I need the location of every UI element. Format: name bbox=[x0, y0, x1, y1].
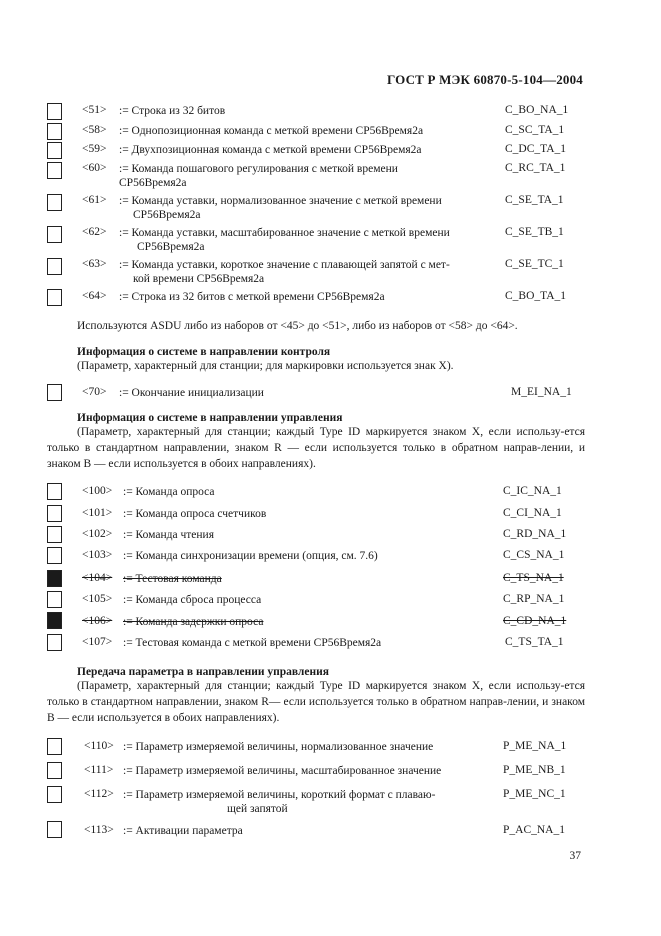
type-code: <112> bbox=[84, 788, 114, 800]
checkbox-102[interactable] bbox=[47, 526, 62, 543]
checkbox-103[interactable] bbox=[47, 547, 62, 564]
type-description: := Команда уставки, масштабированное значение с меткой времени CP56Время2а bbox=[119, 226, 489, 254]
checkbox-51[interactable] bbox=[47, 103, 62, 120]
type-description: := Активации параметра bbox=[123, 825, 243, 837]
type-code: <102> bbox=[82, 528, 113, 540]
mnemonic: C_CD_NA_1 bbox=[503, 615, 567, 627]
type-code: <70> bbox=[82, 386, 107, 398]
type-code: <60> bbox=[82, 162, 107, 174]
type-code: <51> bbox=[82, 104, 107, 116]
checkbox-59[interactable] bbox=[47, 142, 62, 159]
type-description: := Команда задержки опроса bbox=[123, 616, 264, 628]
mnemonic: C_SC_TA_1 bbox=[505, 124, 565, 136]
checkbox-60[interactable] bbox=[47, 162, 62, 179]
checkbox-110[interactable] bbox=[47, 738, 62, 755]
checkbox-61[interactable] bbox=[47, 194, 62, 211]
mnemonic: P_ME_NC_1 bbox=[503, 788, 566, 800]
type-code: <58> bbox=[82, 124, 107, 136]
checkbox-104[interactable] bbox=[47, 570, 62, 587]
type-code: <64> bbox=[82, 290, 107, 302]
description-continuation: CP56Время2а bbox=[119, 177, 187, 189]
type-code: <105> bbox=[82, 593, 113, 605]
type-description: := Команда синхронизации времени (опция, см. 7.6) bbox=[123, 550, 378, 562]
checkbox-105[interactable] bbox=[47, 591, 62, 608]
type-code: <62> bbox=[82, 226, 107, 238]
description-continuation: кой времени CP56Время2а bbox=[133, 273, 265, 285]
type-description: := Тестовая команда bbox=[123, 573, 222, 585]
checkbox-112[interactable] bbox=[47, 786, 62, 803]
mnemonic: C_TS_NA_1 bbox=[503, 572, 564, 584]
type-code: <104> bbox=[82, 572, 113, 584]
asdu-note: Используются ASDU либо из наборов от <45> до <51>, либо из наборов от <58> до <64>. bbox=[77, 320, 518, 332]
type-description: := Параметр измеряемой величины, короткий формат с плаваю- щей запятой bbox=[123, 788, 483, 816]
checkbox-63[interactable] bbox=[47, 258, 62, 275]
checkbox-58[interactable] bbox=[47, 123, 62, 140]
description-continuation: CP56Время2а bbox=[133, 209, 201, 221]
type-code: <100> bbox=[82, 485, 113, 497]
section-text-control: (Параметр, характерный для станции; каждый Type ID маркируется знаком X, если использу-ется только в стандартном направлении, знаком R — если используется только в обратном направ-лении, и знаком B — если используется в обоих направлениях). bbox=[47, 426, 585, 470]
type-code: <59> bbox=[82, 143, 107, 155]
type-description: := Строка из 32 битов bbox=[119, 105, 226, 117]
type-code: <113> bbox=[84, 824, 114, 836]
type-code: <103> bbox=[82, 549, 113, 561]
type-description: := Строка из 32 битов с меткой времени CP56Время2а bbox=[119, 291, 385, 303]
mnemonic: C_CI_NA_1 bbox=[503, 507, 562, 519]
checkbox-107[interactable] bbox=[47, 634, 62, 651]
mnemonic: C_SE_TB_1 bbox=[505, 226, 564, 238]
type-description: := Однопозиционная команда с меткой времени CP56Время2а bbox=[119, 125, 424, 137]
type-description: := Двухпозиционная команда с меткой времени CP56Время2а bbox=[119, 144, 422, 156]
mnemonic: C_BO_NA_1 bbox=[505, 104, 569, 116]
type-description: := Параметр измеряемой величины, масштабированное значение bbox=[123, 765, 442, 777]
type-code: <63> bbox=[82, 258, 107, 270]
checkbox-106[interactable] bbox=[47, 612, 62, 629]
mnemonic: C_SE_TA_1 bbox=[505, 194, 564, 206]
section-heading-control: Информация о системе в направлении управления bbox=[77, 412, 343, 424]
mnemonic: C_SE_TC_1 bbox=[505, 258, 564, 270]
mnemonic: P_AC_NA_1 bbox=[503, 824, 565, 836]
type-code: <111> bbox=[84, 764, 114, 776]
mnemonic: C_RD_NA_1 bbox=[503, 528, 567, 540]
checkbox-70[interactable] bbox=[47, 384, 62, 401]
type-code: <107> bbox=[82, 636, 113, 648]
mnemonic: C_RC_TA_1 bbox=[505, 162, 566, 174]
type-description: := Команда уставки, нормализованное значение с меткой времени CP56Время2а bbox=[119, 194, 489, 222]
mnemonic: C_DC_TA_1 bbox=[505, 143, 567, 155]
checkbox-113[interactable] bbox=[47, 821, 62, 838]
type-description: := Окончание инициализации bbox=[119, 387, 264, 399]
mnemonic: P_ME_NB_1 bbox=[503, 764, 566, 776]
section-text-monitor: (Параметр, характерный для станции; для маркировки используется знак X). bbox=[77, 360, 454, 372]
section-heading-monitor: Информация о системе в направлении контроля bbox=[77, 346, 331, 358]
checkbox-62[interactable] bbox=[47, 226, 62, 243]
type-description: := Тестовая команда с меткой времени CP56Время2а bbox=[123, 637, 382, 649]
description-continuation: CP56Время2а bbox=[137, 241, 205, 253]
type-code: <61> bbox=[82, 194, 107, 206]
mnemonic: C_IC_NA_1 bbox=[503, 485, 562, 497]
type-code: <106> bbox=[82, 615, 113, 627]
mnemonic: M_EI_NA_1 bbox=[511, 386, 572, 398]
checkbox-100[interactable] bbox=[47, 483, 62, 500]
type-description: := Команда опроса bbox=[123, 486, 215, 498]
checkbox-101[interactable] bbox=[47, 505, 62, 522]
section-heading-parameter: Передача параметра в направлении управления bbox=[77, 666, 329, 678]
mnemonic: P_ME_NA_1 bbox=[503, 740, 567, 752]
checkbox-64[interactable] bbox=[47, 289, 62, 306]
type-description: := Команда чтения bbox=[123, 529, 214, 541]
document-header: ГОСТ Р МЭК 60870-5-104—2004 bbox=[386, 72, 583, 87]
mnemonic: C_TS_TA_1 bbox=[505, 636, 564, 648]
mnemonic: C_BO_TA_1 bbox=[505, 290, 567, 302]
description-continuation: щей запятой bbox=[227, 803, 288, 815]
type-description: := Параметр измеряемой величины, нормализованное значение bbox=[123, 741, 434, 753]
type-description: := Команда опроса счетчиков bbox=[123, 508, 267, 520]
type-code: <101> bbox=[82, 507, 113, 519]
type-description: := Команда уставки, короткое значение с плавающей запятой с мет- кой времени CP56Время2а bbox=[119, 258, 489, 286]
section-text-parameter: (Параметр, характерный для станции; каждый Type ID маркируется знаком X, если использу-ется только в стандартном направлении, знаком R— если используется только в обратном направ-лении, и знаком B — если используется в обоих направлениях). bbox=[47, 680, 585, 724]
mnemonic: C_CS_NA_1 bbox=[503, 549, 565, 561]
checkbox-111[interactable] bbox=[47, 762, 62, 779]
type-code: <110> bbox=[84, 740, 114, 752]
page-number: 37 bbox=[569, 850, 581, 862]
mnemonic: C_RP_NA_1 bbox=[503, 593, 565, 605]
type-description: := Команда пошагового регулирования с меткой времени CP56Время2а bbox=[119, 162, 489, 190]
type-description: := Команда сброса процесса bbox=[123, 594, 262, 606]
